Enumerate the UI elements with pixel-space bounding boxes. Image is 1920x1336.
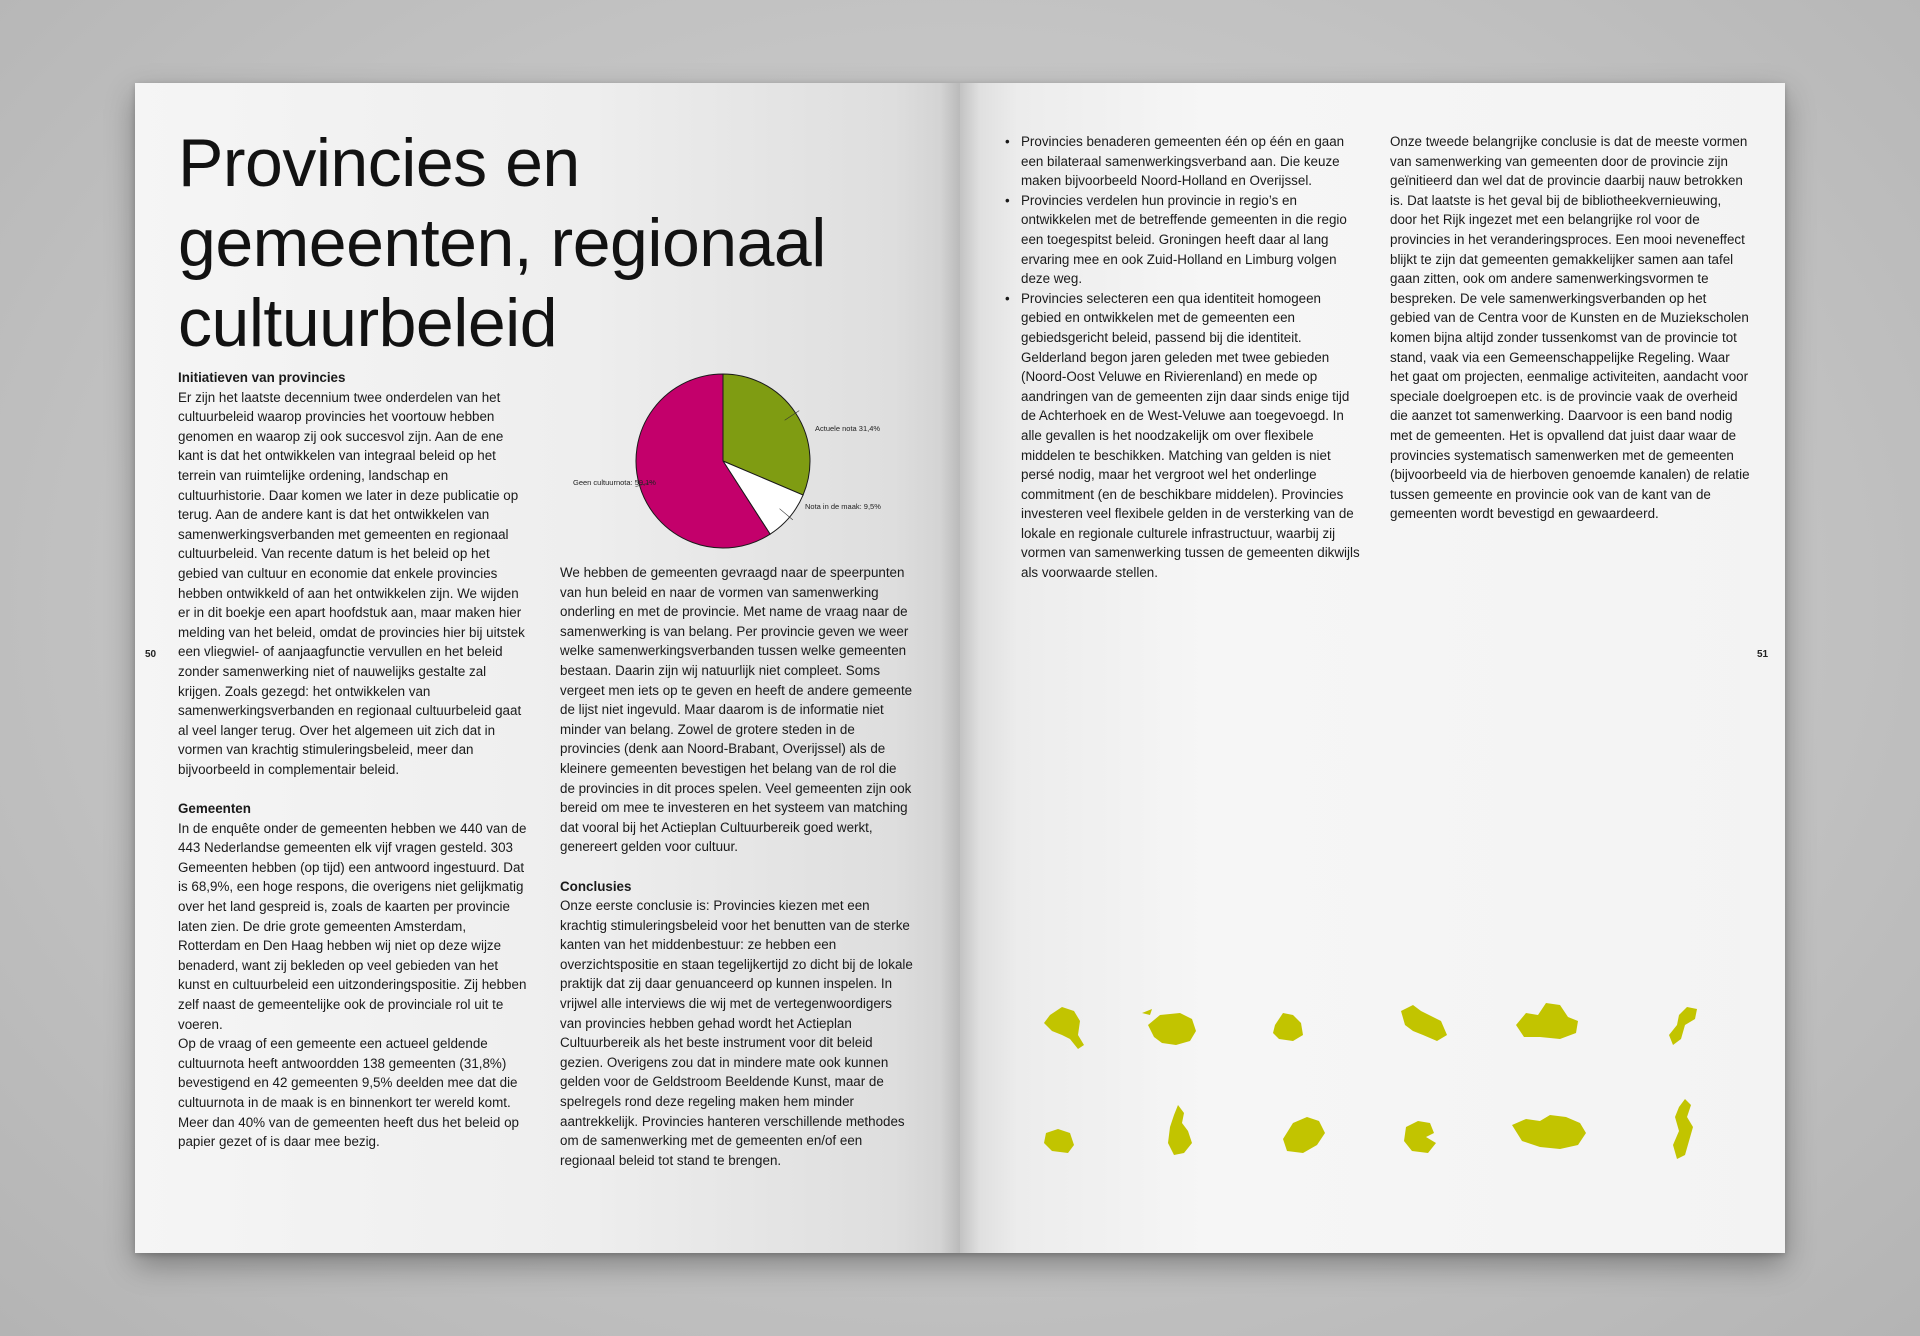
province-map-shape (1142, 1009, 1196, 1045)
province-map-shape (1404, 1121, 1436, 1153)
pie-label-geen: Geen cultuurnota: 59,1% (573, 478, 656, 487)
book-spread (135, 83, 1785, 1253)
bullet-item: • Provincies verdelen hun provincie in regio’s en ontwikkelen met de betreffende gemeenten in die regio een toegespitst beleid. Groningen heeft daar al lang ervaring mee en ook Zuid-Holland en Limburg volgen deze weg. (1021, 191, 1360, 289)
province-map-shape (1673, 1099, 1693, 1159)
pie-svg (560, 371, 880, 551)
province-map-shape (1273, 1013, 1303, 1041)
bullet-item: • Provincies benaderen gemeenten één op één en gaan een bilateraal samenwerkingsverband aan. Die keuze maken bijvoorbeeld Noord-Holland en Overijssel. (1021, 132, 1360, 191)
folio-right: 51 (1757, 649, 1769, 660)
paragraph-tweede-conclusie: Onze tweede belangrijke conclusie is dat de meeste vormen van samenwerking van gemeenten door de provincie zijn geïnitieerd dan wel dat de provincie daarbij nauw betrokken is. Dat laatste is het geval bij de bibliotheekvernieuwing, door het Rijk ingezet met een belangrijke rol voor de provincies in het veranderingsproces. Een mooi neveneffect blijkt te zijn dat gemeenten gemakkelijker samen aan tafel gaan zitten, ook om andere samenwerkingsvormen te bespreken. De vele samenwerkingsverbanden op het gebied van de Centra voor de Kunsten en de Muziekscholen komen bijna altijd zonder tussenkomst van de provincie tot stand, vaak via een Gemeenschappelijke Regeling. Waar het gaat om projecten, eenmalige activiteiten, aandacht voor speciale doelgroepen etc. is de provincie vaak de overheid die aanzet tot samenwerking. Daarvoor is een band nodig met de gemeenten. Het is opvallend dat juist daar waar de provincies systematisch samenwerken met de gemeenten (bijvoorbeeld via de hierboven genoemde kanalen) de relatie tussen gemeente en provincie ook van de kant van de gemeenten wordt bevestigd en gewaardeerd. (1390, 134, 1750, 522)
province-map-shape (1168, 1105, 1192, 1155)
left-column-2 (560, 563, 915, 1170)
province-maps-svg (1040, 991, 1720, 1221)
paragraph-initiatieven: Er zijn het laatste decennium twee onderdelen van het cultuurbeleid waarop provincies het voortouw hebben genomen en waarop zij ook succesvol zijn. Aan de ene kant is dat het ontwikkelen van integraal beleid op het terrein van ruimtelijke ordening, landschap en cultuurhistorie. Daar komen we later in deze publicatie op terug. Aan de andere kant is dat het ontwikkelen van samenwerkingsverbanden met gemeenten en regionaal cultuurbeleid. Van recente datum is het beleid op het gebied van cultuur en economie dat enkele provincies hebben ontwikkeld of aan het ontwikkelen zijn. We wijden er in dit boekje een apart hoofdstuk aan, maar maken hier melding van het beleid, omdat de provincies hier bij uitstek een vliegwiel- of aanjaagfunctie vervullen en het beleid zonder samenwerking niet of nauwelijks gestalte zal krijgen. Zoals gezegd: het ontwikkelen van samenwerkingsverbanden en regionaal cultuurbeleid gaat al veel langer terug. Over het algemeen uit zich dat in vormen van krachtig stimuleringsbeleid, meer dan bijvoorbeeld in complementair beleid. (178, 389, 525, 777)
province-map-shape (1044, 1129, 1074, 1153)
paragraph-speerpunten: We hebben de gemeenten gevraagd naar de speerpunten van hun beleid en naar de vormen van samenwerking onderling en met de provincie. Met name de vraag naar de samenwerking is van belang. Per provincie geven we weer welke samenwerkingsverbanden tussen welke gemeenten bestaan. Daarin zijn wij natuurlijk niet compleet. Soms vergeet men iets op te geven en heeft de andere gemeente de lijst niet ingevuld. Maar daarom is de informatie niet minder van belang. Zowel de grotere steden in de provincies (denk aan Noord-Brabant, Overijssel) als de kleinere gemeenten bevestigen het belang van de rol die de provincies in dit proces spelen. Veel gemeenten zijn ook bereid om mee te investeren en het systeem van matching dat vooral bij het Actieplan Cultuurbereik goed werkt, genereert gelden voor cultuur. (560, 565, 913, 855)
province-map-shape (1669, 1007, 1697, 1045)
page-title: Provincies en gemeenten, regionaal cultuurbeleid (178, 125, 826, 361)
pie-label-in-de-maak: Nota in de maak: 9,5% (805, 502, 881, 511)
right-column-2 (1390, 132, 1750, 524)
bullet-item: • Provincies selecteren een qua identiteit homogeen gebied en ontwikkelen met de gemeenten een gebiedsgericht beleid, passend bij die identiteit. Gelderland begon jaren geleden met twee gebieden (Noord-Oost Veluwe en Rivierenland) en mede op aandringen van de gemeenten zijn daar sinds enige tijd de Achterhoek en de West-Veluwe aan toegevoegd. In alle gevallen is het noodzakelijk om over flexibele middelen te beschikken. Matching van gelden is niet persé nodig, maar het vergroot wel het onderlinge commitment (en de beschikbare middelen). Provincies investeren veel flexibele gelden in de versterking van de lokale en regionale culturele infrastructuur, waarbij zij vormen van samenwerking tussen de gemeenten dikwijls als voorwaarde stellen. (1021, 289, 1360, 583)
folio-left: 50 (145, 649, 157, 660)
province-maps (1040, 991, 1720, 1221)
right-column-1 (1005, 132, 1360, 583)
paragraph-conclusies: Onze eerste conclusie is: Provincies kiezen met een krachtig stimuleringsbeleid voor het benutten van de sterke kanten van het middenbestuur: ze hebben een overzichtspositie en staan tegelijkertijd zo dicht bij de lokale praktijk dat zij daar genuanceerd op kunnen inspelen. In vrijwel alle interviews die wij met de vertegenwoordigers van provincies hebben gehad wordt het Actieplan Cultuurbereik als het beste instrument voor dit beleid gezien. Overigens zou dat in mindere mate ook kunnen gelden voor de Geldstroom Beeldende Kunst, maar de spelregels rond deze regeling maken hem minder aantrekkelijk. Provincies hanteren verschillende methodes om de samenwerking met de gemeenten en/of een regionaal beleid tot stand te brengen. (560, 898, 913, 1168)
paragraph-gemeenten: In de enquête onder de gemeenten hebben we 440 van de 443 Nederlandse gemeenten elk vijf vragen gesteld. 303 Gemeenten hebben (op tijd) een antwoord ingestuurd. Dat is 68,9%, een hoge respons, die overigens niet gelijkmatig over het land gespreid is, zoals de kaarten per provincie laten zien. De drie grote gemeenten Amsterdam, Rotterdam en Den Haag hebben wij niet op deze wijze benaderd, want zij bekleden op veel gebieden van het kunst en cultuurbeleid een uitzonderingspositie. Zij hebben zelf naast de gemeentelijke ook de provinciale rol uit te voeren. (178, 820, 527, 1032)
province-map-shape (1283, 1117, 1325, 1153)
province-map-shape (1512, 1115, 1586, 1149)
right-page (960, 83, 1785, 1253)
pie-label-actuele: Actuele nota 31,4% (815, 424, 881, 433)
heading-conclusies: Conclusies (560, 878, 632, 894)
left-page (135, 83, 960, 1253)
left-column-1 (178, 368, 530, 1152)
paragraph-cultuurnota: Op de vraag of een gemeente een actueel geldende cultuurnota heeft antwoordden 138 gemeenten (31,8%) bevestigend en 42 gemeenten 9,5% deelden mee dat die cultuurnota in de maak is en binnenkort ter wereld komt. Meer dan 40% van de gemeenten heeft dus het beleid op papier gezet of is daar mee bezig. (178, 1036, 519, 1150)
province-map-shape (1516, 1003, 1578, 1039)
province-map-shape (1401, 1005, 1447, 1041)
heading-gemeenten: Gemeenten (178, 801, 251, 817)
province-map-shape (1044, 1007, 1084, 1049)
bullet-list (1005, 132, 1360, 583)
heading-initiatieven: Initiatieven van provincies (178, 370, 346, 385)
pie-chart (560, 371, 880, 551)
